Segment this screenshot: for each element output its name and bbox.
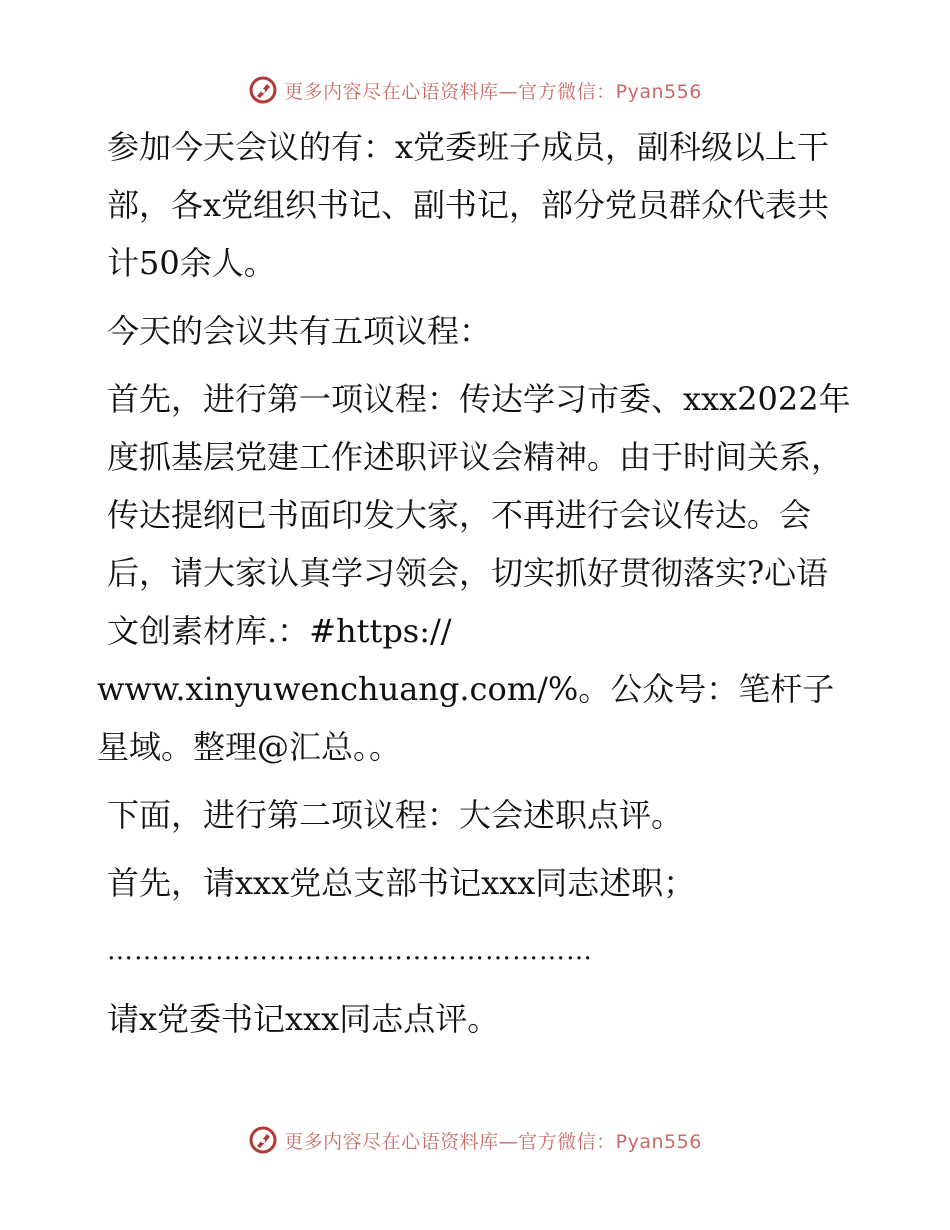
document-body — [97, 118, 852, 1048]
footer-banner-text: 更多内容尽在心语资料库—官方微信：Pyan556 — [284, 1130, 702, 1153]
paragraph-first-item: 首先，进行第一项议程：传达学习市委、xxx2022年度抓基层党建工作述职评议会精神。由于时间关系，传达提纲已书面印发大家，不再进行会议传达。会后，请大家认真学习领会，切实抓好贯彻落实?心语文创素材库.：#https:// — [107, 380, 851, 650]
paragraph-second-item: 下面，进行第二项议程：大会述职点评。 — [107, 796, 684, 834]
paragraph-agenda-intro: 今天的会议共有五项议程： — [107, 312, 492, 350]
paragraph-report: 首先，请xxx党总支部书记xxx同志述职； — [107, 864, 696, 902]
pen-nib-logo-icon — [248, 1125, 278, 1155]
header-banner-text: 更多内容尽在心语资料库—官方微信：Pyan556 — [284, 80, 702, 103]
paragraph-attendees: 参加今天会议的有：x党委班子成员，副科级以上干部，各x党组织书记、副书记，部分党员群众代表共计50余人。 — [107, 128, 830, 282]
paragraph-comment: 请x党委书记xxx同志点评。 — [107, 1000, 500, 1038]
header-banner — [0, 70, 950, 110]
pen-nib-logo-icon — [248, 75, 278, 105]
paragraph-wechat-note: www.xinyuwenchuang.com/%。公众号：笔杆子星域。整理@汇总。。 — [97, 670, 835, 766]
footer-banner — [0, 1120, 950, 1160]
ellipsis-line: ……………………………………………… — [107, 936, 593, 966]
